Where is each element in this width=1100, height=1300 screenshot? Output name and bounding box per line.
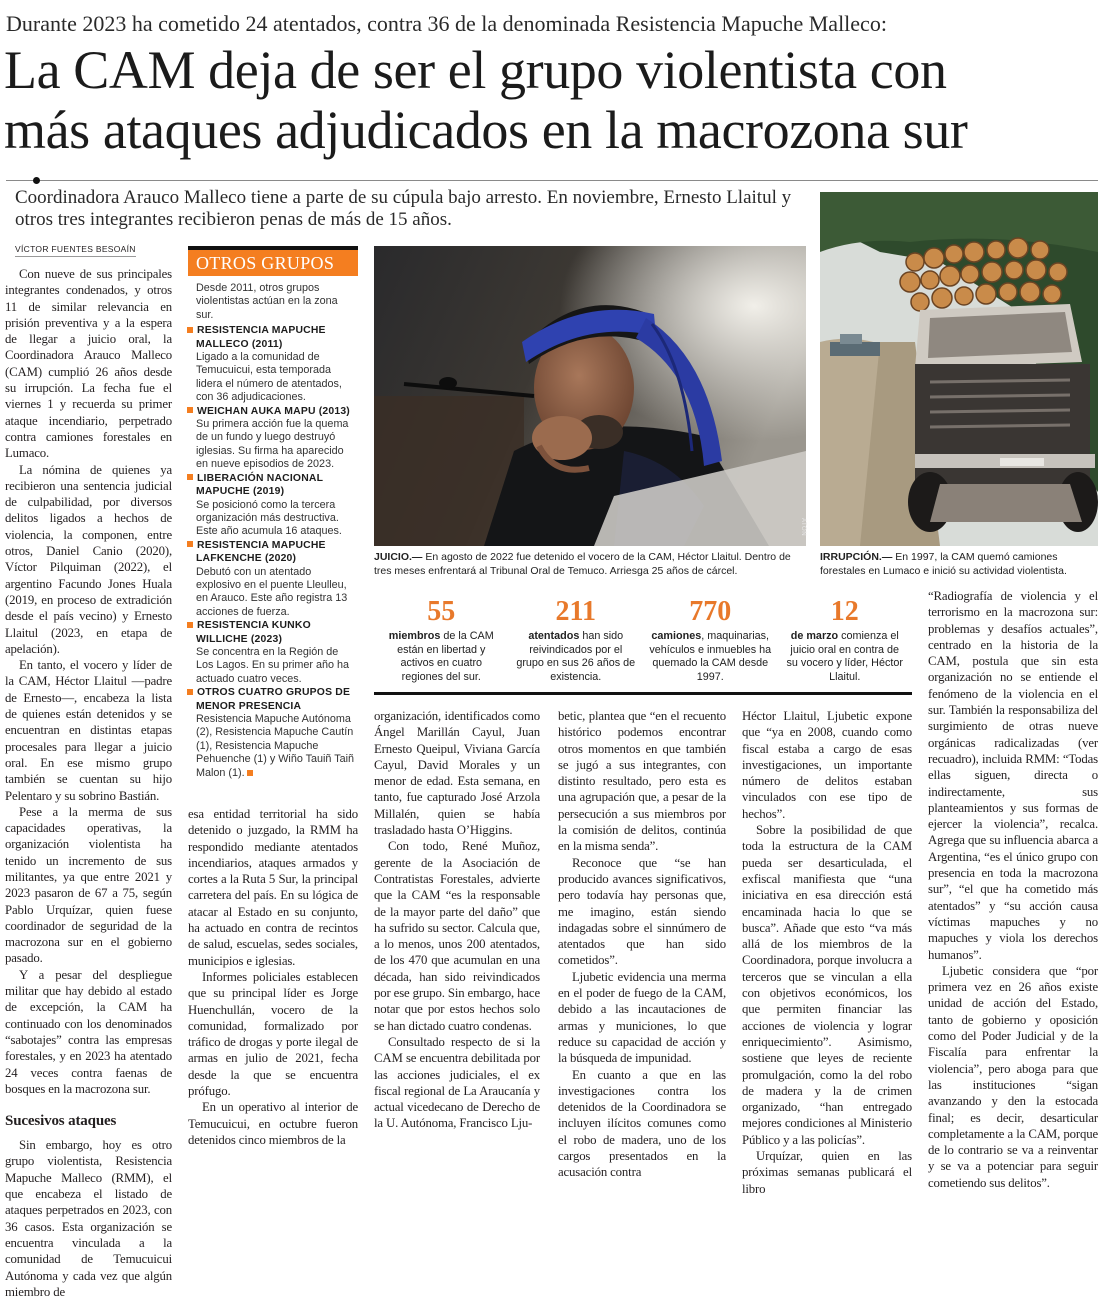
group-text: Resistencia Mapuche Autónoma (2), Resistencia Mapuche Cautín (1), Resistencia Mapuche Pehuenche (1) y Wiño Tauiñ Taiñ Malon (1). (196, 713, 355, 779)
stat-number: 55 (427, 596, 456, 627)
sidebar-title: OTROS GRUPOS (188, 250, 358, 276)
bullet-square-icon (187, 689, 193, 695)
caption-label: IRRUPCIÓN.— (820, 551, 893, 563)
body-paragraph: Ljubetic considera que “por primera vez en 26 años existe unidad de acción del Estado, tanto de gobierno y oposición como del Poder Judicial y de la Fiscalía para enfrentar la violencia”, pero aboga para que las instituciones “sigan avanzando y den la estocada final; es decir, desarticular completamente a la CAM, porque de lo contrario se va a reinventar y se va a potenciar para seguir cometiendo sus delitos”. (928, 963, 1098, 1190)
bullet-square-icon (187, 474, 193, 480)
bullet-square-icon (187, 407, 193, 413)
sidebar-group (196, 324, 356, 404)
headline (4, 40, 1098, 160)
group-name: OTROS CUATRO GRUPOS DE MENOR PRESENCIA (196, 687, 351, 712)
group-text: Debutó con un atentado explosivo en el puente Lleulleu, en Arauco. Este año registra 13 acciones de fuerza. (196, 565, 348, 618)
body-paragraph: Informes policiales establecen que su principal líder es Jorge Huenchullán, vocero de la comunidad, formalizado por tráfico de drogas y porte ilegal de armas en julio de 2021, fecha desde la que se encuentra prófugo. (188, 969, 358, 1099)
headline-line: La CAM deja de ser el grupo violentista con (4, 40, 947, 100)
photo-burned-truck (820, 192, 1098, 546)
stat-card (374, 596, 509, 692)
sidebar-box (188, 246, 358, 784)
body-paragraph: Ljubetic evidencia una merma en el poder de fuego de la CAM, debido a las incautaciones de armas y municiones, lo que reduce su capacidad de acción y la búsqueda de impunidad. (558, 969, 726, 1066)
photo-burned-truck-image (820, 192, 1098, 546)
group-text: Se concentra en la Región de Los Lagos. En su primer año ha actuado cuatro veces. (196, 645, 350, 685)
body-paragraph: Urquízar, quien en las próximas semanas publicará el libro (742, 1149, 912, 1196)
body-paragraph: En cuanto a que en las investigaciones contra los detenidos de la Coordinadora se incluyen ilícitos comunes como el robo de madera, uno de los cargos presentados en la acusación contra (558, 1067, 726, 1180)
group-name: RESISTENCIA MAPUCHE LAFKENCHE (2020) (196, 539, 326, 565)
group-name: RESISTENCIA KUNKO WILLICHE (2023) (196, 620, 311, 645)
deck: Coordinadora Arauco Malleco tiene a parte de su cúpula bajo arresto. En noviembre, Ernesto Llaitul y otros tres integrantes recibieron penas de más de 15 años. (15, 187, 792, 230)
divider-dot (33, 177, 40, 184)
photo-hector-llaitul (374, 246, 806, 546)
body-paragraph: Héctor Llaitul, Ljubetic expone que “ya en 2008, cuando como fiscal estaba a cargo de esas investigaciones, un importante número de delitos estaban vinculados con ese tipo de hechos”. (742, 709, 912, 821)
article-column-3 (374, 708, 540, 1131)
body-paragraph: Y a pesar del despliegue militar que hay debido al estado de excepción, la CAM ha continuado con los denominados “sabotajes” contra las empresas forestales, y en 2023 ha atentado 24 veces contra faenas de bosques en la macrozona sur. (5, 967, 172, 1096)
group-name: LIBERACIÓN NACIONAL MAPUCHE (2019) (196, 472, 323, 498)
stat-text: de la CAM están en libertad y activos en cuatro regiones del sur. (397, 630, 494, 683)
body-paragraph: En un operativo al interior de Temucuicui, en octubre fueron detenidos cinco miembros de la (188, 1100, 358, 1147)
kicker: Durante 2023 ha cometido 24 atentados, contra 36 de la denominada Resistencia Mapuche Malleco: (6, 11, 887, 36)
article-column-6 (928, 588, 1098, 1190)
body-paragraph: organización, identificados como Ángel Marillán Cayul, Juan Ernesto Queipul, Viviana García Cayul, David Morales y un menor de edad. Esta semana, en tanto, fue capturado José Arzola Millalén, quien se había trasladado hasta O’Higgins. (374, 709, 540, 838)
photo-hector-llaitul-image (374, 246, 806, 546)
body-paragraph: Consultado respecto de si la CAM se encuentra debilitada por las acciones judiciales, el ex fiscal regional de La Araucanía y actual vicedecano de Derecho de la U. Autónoma, Francisco Lju- (374, 1034, 540, 1131)
sidebar-group (196, 539, 356, 619)
article-column-2 (188, 806, 358, 1147)
stat-number: 770 (689, 596, 732, 627)
sidebar-intro: Desde 2011, otros grupos violentistas actúan en la zona sur. (196, 282, 338, 321)
article-column-5 (742, 708, 912, 1196)
sidebar-group (196, 472, 356, 539)
group-text: Ligado a la comunidad de Temucuicui, esta temporada lidera el número de atentados, con 36 adjudicaciones. (196, 351, 342, 404)
end-mark-icon (247, 770, 253, 776)
sidebar-group (196, 405, 356, 472)
bullet-square-icon (187, 327, 193, 333)
body-paragraph: Con todo, René Muñoz, gerente de la Asociación de Contratistas Forestales, advierte que la CAM “es la responsable de la mayor parte del daño” que ha sufrido su sector. Calcula que, a lo menos, unos 200 atentados, de los 470 que acumulan en una década, han sido reivindicados por ese grupo. Sin embargo, hace notar que por estos hechos solo se han dictado cuatro condenas. (374, 839, 540, 1033)
article-column-1 (5, 266, 172, 1299)
stat-text: han sido reivindicados por el grupo en sus 26 años de existencia. (516, 630, 636, 683)
headline-line: más ataques adjudicados en la macrozona sur (4, 100, 968, 160)
photo-caption (820, 550, 1098, 578)
article-column-4 (558, 708, 726, 1180)
group-text: Se posicionó como la tercera organización más destructiva. Este año acumula 16 ataques. (196, 498, 342, 538)
stat-number: 12 (830, 596, 859, 627)
body-paragraph: En tanto, el vocero y líder de la CAM, Héctor Llaitul —padre de Ernesto—, encabeza la lista de quienes están detenidos y se encuentran en distintas etapas procesales para llegar a juicio oral. En ese mismo grupo también se cuentan su hijo Pelentaro y su sobrino Bastián. (5, 658, 172, 803)
stats-band (374, 596, 912, 695)
caption-text: En 1997, la CAM quemó camiones forestales en Lumaco e inició su actividad violentista. (820, 551, 1067, 577)
body-paragraph: Pese a la merma de sus capacidades operativas, la organización violentista ha tenido un incremento de sus militantes, ya que entre 2021 y 2023 pasaron de 67 a 75, según Pablo Urquízar, quien fuese coordinador de seguridad de la macrozona sur en el gobierno pasado. (5, 804, 172, 966)
caption-label: JUICIO.— (374, 551, 423, 563)
stat-card (778, 596, 913, 692)
stat-number: 211 (555, 596, 596, 627)
stat-text: , maquinarias, vehículos e inmuebles ha quemado la CAM desde 1997. (649, 630, 772, 683)
body-paragraph: “Radiografía de violencia y el terrorismo en la macrozona sur: problemas y desafíos actuales”, centrado en la historia de la CAM, postula que sin esta organización no se entiende el fenómeno de la violencia en el sur. También la responsabiliza del surgimiento de otras nueve orgánicas radicalizadas (ver recuadro), incluida RMM: “Todas ellas siguen, directa o indirectamente, sus planteamientos y sus formas de ejercer la violencia”, recalca. Agrega que su influencia abarca a Argentina, “es el único grupo con presencia en toda la macrozona sur”, “el que ha cometido más atentados” y “su acción causa víctimas mapuches y no mapuches y viola los derechos humanos”. (928, 589, 1098, 962)
body-paragraph: betic, plantea que “en el recuento histórico podemos encontrar otros momentos en que también se jugó a sus integrantes, con distinto resultado, pero esta es una agrupación que, a pesar de la persecución a sus miembros por la comisión de delitos, continúa en la misma senda”. (558, 709, 726, 854)
stat-text: comienza el juicio oral en contra de su vocero y líder, Héctor Llaitul. (786, 630, 903, 683)
divider-rule (6, 180, 1098, 181)
stat-bold: de marzo (790, 630, 839, 642)
body-paragraph: Reconoce que “se han producido avances significativos, pero todavía hay personas que, me imagino, están siendo indagadas sobre el sinnúmero de atentados que han sido cometidos”. (558, 855, 726, 968)
stat-bold: camiones (651, 630, 702, 642)
group-text: Su primera acción fue la quema de un fundo y luego destruyó iglesias. Su firma ha aparecido en nueve episodios de 2023. (196, 418, 349, 471)
stat-card (643, 596, 778, 692)
bullet-square-icon (187, 541, 193, 547)
stat-bold: miembros (388, 630, 441, 642)
group-name: WEICHAN AUKA MAPU (2013) (197, 405, 350, 417)
body-paragraph: Con nueve de sus principales integrantes condenados, y otros 11 de similar relevancia en prisión preventiva y a la espera de llegar a juicio oral, la Coordinadora Arauco Malleco (CAM) cumplió 26 años desde su irrupción. La fecha fue el viernes 1 y recuerda su primer ataque incendiario, perpetrado contra camiones forestales en Lumaco. (5, 267, 172, 461)
caption-text: En agosto de 2022 fue detenido el vocero de la CAM, Héctor Llaitul. Dentro de tres meses enfrentará al Tribunal Oral de Temuco. Arriesga 25 años de cárcel. (374, 551, 791, 577)
photo-credit: ATON (799, 517, 806, 537)
bullet-square-icon (187, 622, 193, 628)
body-paragraph: La nómina de quienes ya recibieron una sentencia judicial de culpabilidad, por diversos delitos ligados a hechos de violencia, la componen, entre otros, Daniel Canio (2020), Víctor Pilquiman (2022), el argentino Facundo Jones Huala (2019, en proceso de extradición desde el país vecino) y Ernesto Llaitul (2023, en etapa de apelación). (5, 462, 172, 656)
body-paragraph: Sin embargo, hoy es otro grupo violentista, Resistencia Mapuche Malleco (RMM), el que encabeza el listado de ataques perpetrados en 2023, con 36 casos. Esta organización se encuentra vinculada a la comunidad de Temucuicui Autónoma y cada vez que algún miembro de (5, 1138, 172, 1299)
byline: VÍCTOR FUENTES BESOAÍN (15, 244, 136, 257)
stat-card (509, 596, 644, 692)
photo-caption (374, 550, 806, 578)
body-paragraph: Sobre la posibilidad de que toda la estructura de la CAM pueda ser desarticulada, el exfiscal manifiesta que “una iniciativa en esa dirección está encaminada hacia lo que se busca”. Añade que esto “va más allá de los miembros de la Coordinadora, porque involucra a terceros que se vinculan a ella con objetivos económicos, los que permiten financiar las acciones de violencia y lograr enriquecimiento”. Asimismo, sostiene que leyes de reciente promulgación, como la del robo de madera y la de crimen organizado, “han entregado mejores condiciones al Ministerio Público y a las policías”. (742, 823, 912, 1147)
subhead: Sucesivos ataques (5, 1113, 117, 1130)
sidebar-group (196, 619, 356, 686)
group-name: RESISTENCIA MAPUCHE MALLECO (2011) (196, 325, 326, 350)
stat-bold: atentados (528, 630, 580, 642)
sidebar-group (196, 686, 356, 780)
body-paragraph: esa entidad territorial ha sido detenido o juzgado, la RMM ha respondido mediante atentados incendiarios, ataques armados y cortes a la Ruta 5 Sur, la principal carretera del país. En su lógica de atacar al Estado en su conjunto, ha actuado en contra de recintos de salud, escuelas, sedes sociales, municipios e iglesias. (188, 807, 358, 968)
